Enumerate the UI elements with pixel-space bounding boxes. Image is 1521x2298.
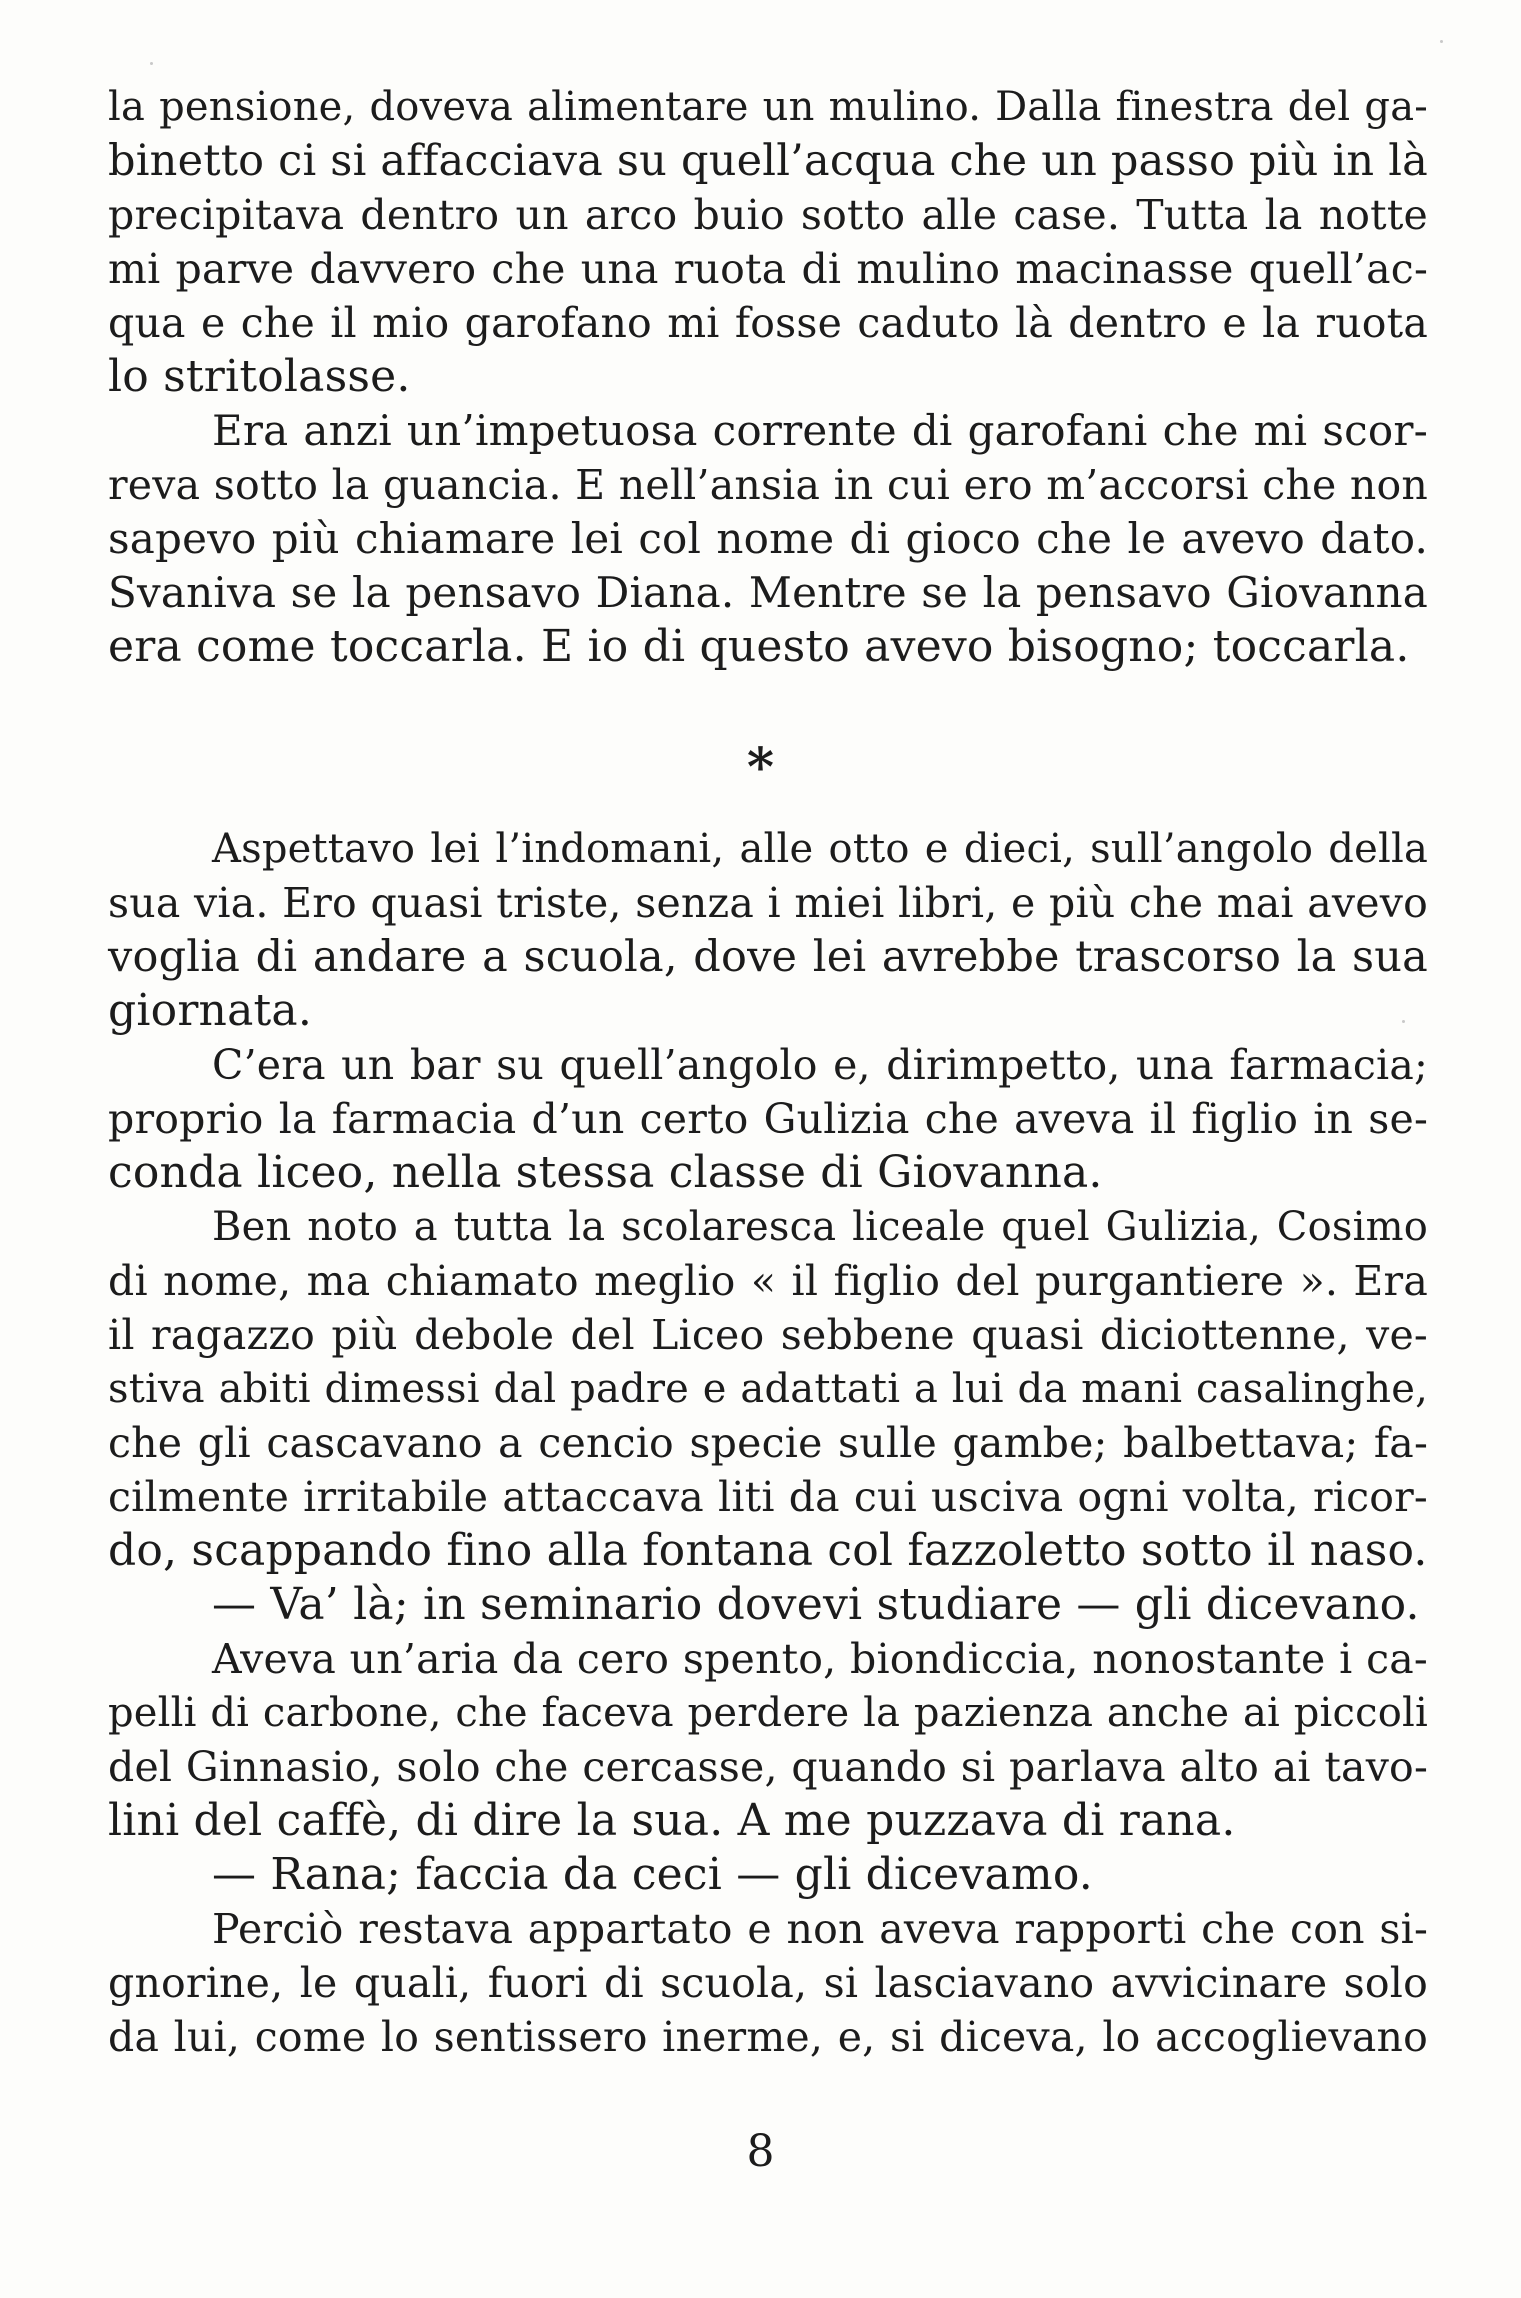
text-line: da lui, come lo sentissero inerme, e, si diceva, lo accoglievano [108, 2013, 1428, 2061]
text-line: che gli cascavano a cencio specie sulle gambe; balbettava; fa- [108, 1419, 1428, 1467]
text-line: gnorine, le quali, fuori di scuola, si lasciavano avvicinare solo [108, 1959, 1428, 2007]
text-line: voglia di andare a scuola, dove lei avrebbe trascorso la sua [108, 932, 1428, 982]
text-line: giornata. [108, 985, 313, 1036]
text-line: conda liceo, nella stessa classe di Giovanna. [108, 1147, 1103, 1198]
dialogue-line: — Va’ là; in seminario dovevi studiare — gli dicevano. [212, 1579, 1420, 1630]
text-line: lo stritolasse. [108, 351, 411, 402]
text-line: pelli di carbone, che faceva perdere la pazienza anche ai piccoli [108, 1690, 1428, 1736]
text-line: era come toccarla. E io di questo avevo bisogno; toccarla. [108, 621, 1410, 672]
text-line: do, scappando fino alla fontana col fazzoletto sotto il naso. [108, 1525, 1428, 1576]
text-line: sapevo più chiamare lei col nome di gioco che le avevo dato. [108, 514, 1428, 563]
text-line: il ragazzo più debole del Liceo sebbene quasi diciottenne, ve- [108, 1311, 1428, 1359]
paper-speck [1440, 40, 1443, 43]
text-line: proprio la farmacia d’un certo Gulizia che aveva il figlio in se- [108, 1095, 1428, 1143]
text-line: binetto ci si affacciava su quell’acqua che un passo più in là [108, 136, 1428, 186]
text-line: Aspettavo lei l’indomani, alle otto e dieci, sull’angolo della [212, 826, 1428, 872]
paper-speck [150, 62, 153, 65]
text-line: sua via. Ero quasi triste, senza i miei libri, e più che mai avevo [108, 879, 1428, 927]
paragraph-block-1 [108, 80, 1428, 674]
text-line: Aveva un’aria da cero spento, biondiccia, nonostante i ca- [212, 1635, 1428, 1683]
dialogue-line: — Rana; faccia da ceci — gli dicevamo. [212, 1849, 1093, 1900]
page-number: 8 [746, 2126, 775, 2177]
text-line: Svaniva se la pensavo Diana. Mentre se la pensavo Giovanna [108, 568, 1428, 617]
text-line: cilmente irritabile attaccava liti da cui usciva ogni volta, ricor- [108, 1473, 1428, 1521]
text-line: Era anzi un’impetuosa corrente di garofani che mi scor- [212, 406, 1428, 455]
text-line: reva sotto la guancia. E nell’ansia in cui ero m’accorsi che non [108, 461, 1428, 509]
text-line: del Ginnasio, solo che cercasse, quando si parlava alto ai tavo- [108, 1743, 1428, 1791]
text-line: Ben noto a tutta la scolaresca liceale quel Gulizia, Cosimo [212, 1204, 1428, 1250]
text-line: di nome, ma chiamato meglio « il figlio del purgantiere ». Era [108, 1257, 1428, 1305]
text-line: qua e che il mio garofano mi fosse caduto là dentro e la ruota [108, 299, 1428, 347]
section-separator-asterisk: * [746, 737, 775, 798]
text-line: la pensione, doveva alimentare un mulino. Dalla finestra del ga- [108, 84, 1428, 130]
text-line: Perciò restava appartato e non aveva rapporti che con si- [212, 1905, 1428, 1953]
text-line: stiva abiti dimessi dal padre e adattati a lui da mani casalinghe, [108, 1366, 1428, 1412]
text-line: mi parve davvero che una ruota di mulino macinasse quell’ac- [108, 245, 1428, 293]
text-line: lini del caffè, di dire la sua. A me puzzava di rana. [108, 1795, 1236, 1846]
paragraph-block-2 [108, 822, 1428, 2064]
text-line: precipitava dentro un arco buio sotto alle case. Tutta la notte [108, 191, 1428, 239]
text-line: C’era un bar su quell’angolo e, dirimpetto, una farmacia; [212, 1041, 1428, 1089]
